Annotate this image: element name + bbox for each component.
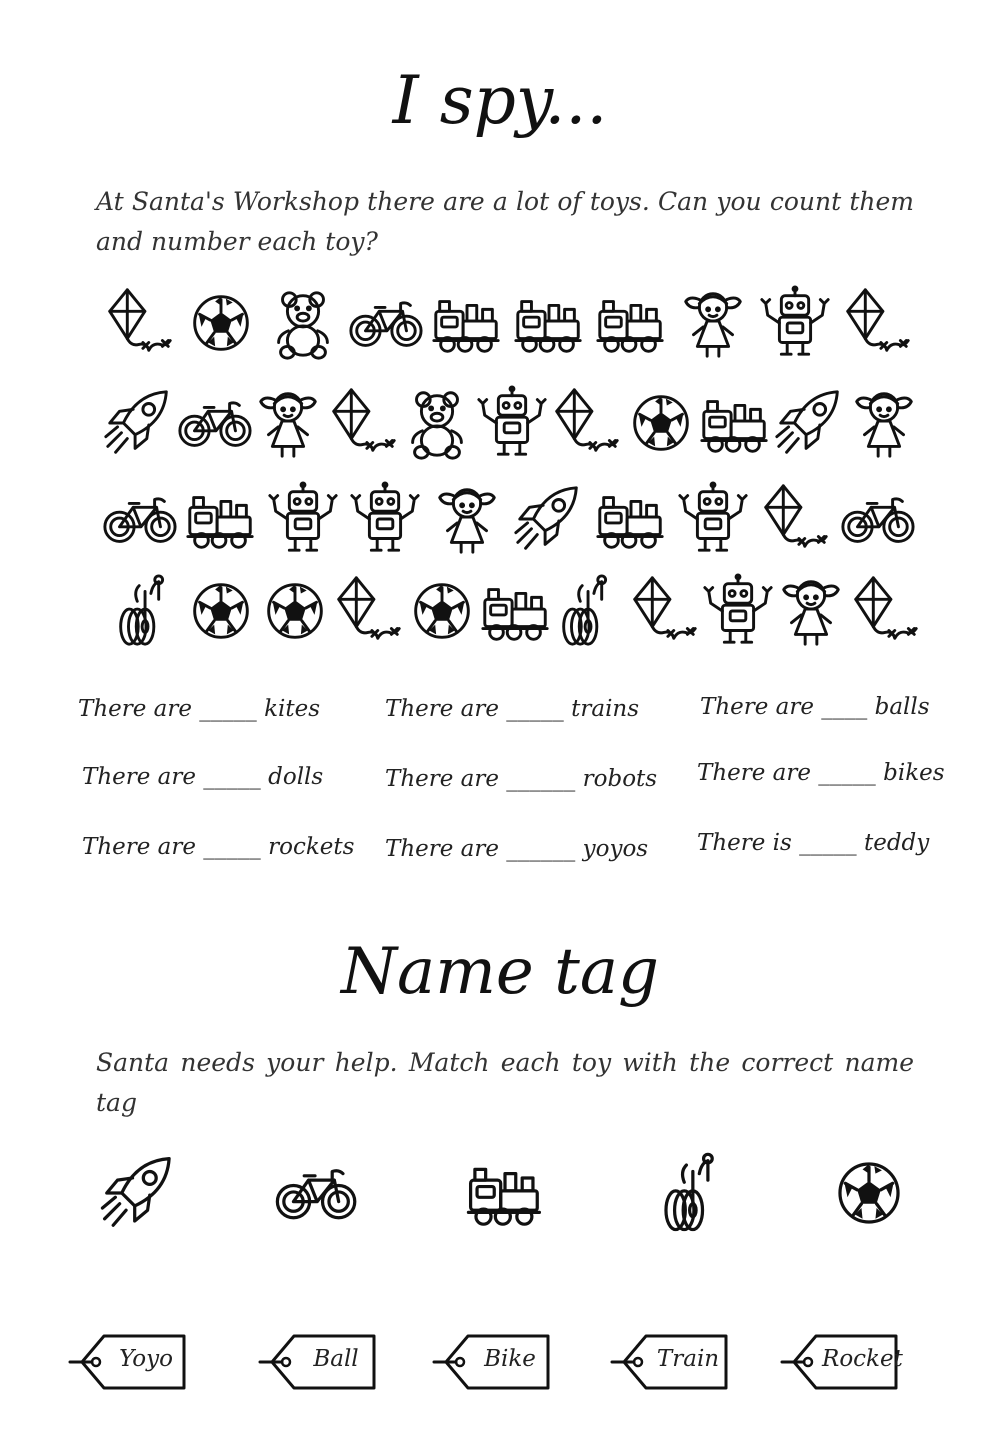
name-tag-bike[interactable] [432,1332,552,1392]
bike-icon [100,480,178,558]
sentence-kites[interactable]: There are _____ kites [78,696,321,722]
ball-icon [403,572,481,650]
train-icon [428,284,506,362]
name-tag-ball[interactable] [258,1332,378,1392]
sentence-trains[interactable]: There are _____ trains [385,696,640,722]
doll-icon [674,284,752,362]
ball-icon [622,384,700,462]
robot-icon [674,480,752,558]
train-icon [696,384,774,462]
doll-icon [845,384,923,462]
matching-instructions: Santa needs your help. Match each toy with the correct name tag [96,1048,914,1117]
name-tag-label: Yoyo [119,1346,173,1372]
teddy-icon [398,384,476,462]
robot-icon [756,284,834,362]
teddy-icon [264,284,342,362]
kite-icon [838,284,916,362]
sentence-robots[interactable]: There are ______ robots [385,766,658,792]
name-tag-label: Bike [484,1346,536,1372]
rocket-icon[interactable] [96,1150,182,1236]
robot-icon [473,384,551,462]
sentence-yoyos[interactable]: There are ______ yoyos [385,836,649,862]
bike-icon [175,384,253,462]
kite-icon [547,384,625,462]
doll-icon [428,480,506,558]
kite-icon [846,572,924,650]
robot-icon [264,480,342,558]
ball-icon [182,572,260,650]
kite-icon [100,284,178,362]
yoyo-icon [108,572,186,650]
name-tag-yoyo[interactable] [68,1332,188,1392]
name-tag-label: Train [656,1346,720,1372]
kite-icon [625,572,703,650]
name-tag-label: Ball [313,1346,359,1372]
yoyo-icon[interactable] [652,1150,738,1236]
rocket-icon [100,384,178,462]
doll-icon [772,572,850,650]
train-icon [592,480,670,558]
kite-icon [756,480,834,558]
name-tag-rocket[interactable] [780,1332,903,1392]
sentence-teddy[interactable]: There is _____ teddy [697,830,930,856]
train-icon [182,480,260,558]
ball-icon [256,572,334,650]
sentence-balls[interactable]: There are ____ balls [700,694,930,720]
train-icon [592,284,670,362]
rocket-icon [771,384,849,462]
sentence-dolls[interactable]: There are _____ dolls [82,764,324,790]
robot-icon [699,572,777,650]
doll-icon [249,384,327,462]
section-title-name-tag: Name tag [341,935,659,1009]
train-icon[interactable] [462,1150,548,1236]
sentence-bikes[interactable]: There are _____ bikes [697,760,945,786]
ball-icon[interactable] [826,1150,912,1236]
robot-icon [346,480,424,558]
kite-icon [324,384,402,462]
bike-icon [346,284,424,362]
bike-icon [838,480,916,558]
name-tag-label: Rocket [822,1346,903,1372]
name-tag-train[interactable] [610,1332,730,1392]
counting-instructions: At Santa's Workshop there are a lot of toys. Can you count them and number each toy? [96,187,914,256]
bike-icon[interactable] [272,1150,358,1236]
yoyo-icon [551,572,629,650]
ball-icon [182,284,260,362]
rocket-icon [510,480,588,558]
train-icon [510,284,588,362]
sentence-rockets[interactable]: There are _____ rockets [82,834,355,860]
kite-icon [329,572,407,650]
train-icon [477,572,555,650]
page-title: I spy... [392,62,608,139]
